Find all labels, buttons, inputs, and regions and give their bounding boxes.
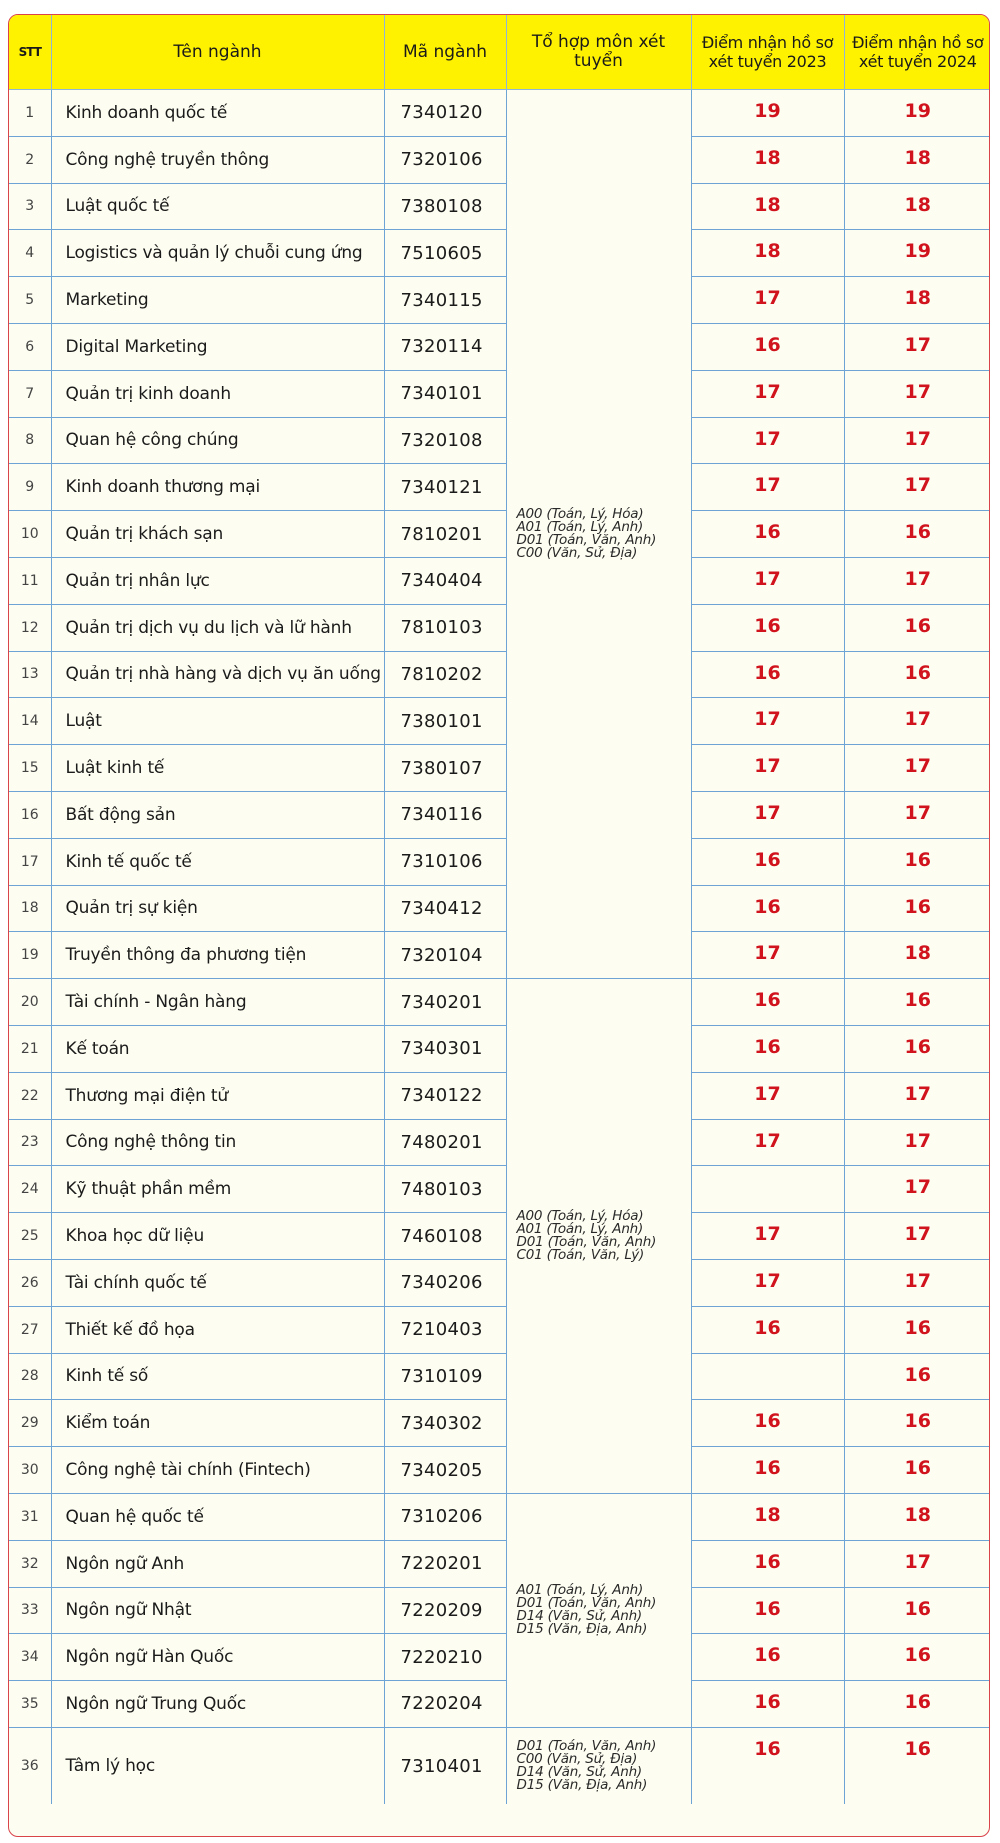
table-row: [9, 230, 990, 277]
row-major-code: 7340120: [384, 90, 506, 137]
score-2023: 17: [691, 698, 844, 745]
table-row: [9, 1306, 990, 1353]
header-stt: STT: [9, 15, 51, 90]
score-2023: 16: [691, 1540, 844, 1587]
score-2023: 17: [691, 370, 844, 417]
row-major-name: Công nghệ truyền thông: [51, 136, 384, 183]
row-stt: 35: [9, 1681, 51, 1728]
table-row: [9, 464, 990, 511]
subject-combination-line: D01 (Toán, Văn, Anh): [516, 1234, 657, 1251]
row-stt: 5: [9, 277, 51, 324]
table-row: [9, 1025, 990, 1072]
score-2024: 17: [844, 1540, 990, 1587]
row-stt: 9: [9, 464, 51, 511]
row-major-name: Ngôn ngữ Anh: [51, 1540, 384, 1587]
row-major-name: Quan hệ quốc tế: [51, 1493, 384, 1540]
table-row: [9, 183, 990, 230]
score-2023: 17: [691, 1213, 844, 1260]
row-major-code: 7340302: [384, 1400, 506, 1447]
row-stt: 15: [9, 745, 51, 792]
row-major-code: 7340122: [384, 1072, 506, 1119]
row-major-code: 7340412: [384, 885, 506, 932]
subject-combination-line: D01 (Toán, Văn, Anh): [516, 1595, 657, 1612]
row-major-code: 7340121: [384, 464, 506, 511]
subject-combination-line: C00 (Văn, Sử, Địa): [516, 545, 638, 562]
table-row: [9, 1587, 990, 1634]
score-2024: 16: [904, 1737, 931, 1760]
row-major-code: 7480201: [384, 1119, 506, 1166]
row-major-name: Ngôn ngữ Hàn Quốc: [51, 1634, 384, 1681]
score-2023: 16: [691, 1025, 844, 1072]
row-major-name: Công nghệ tài chính (Fintech): [51, 1447, 384, 1494]
subject-combination-line: C01 (Toán, Văn, Lý): [516, 1247, 645, 1264]
row-stt: 26: [9, 1259, 51, 1306]
row-major-code: 7340101: [384, 370, 506, 417]
score-2023: 16: [691, 651, 844, 698]
subject-combination-line: A01 (Toán, Lý, Anh): [516, 1221, 644, 1238]
row-major-code: 7210403: [384, 1306, 506, 1353]
score-2024: 18: [844, 277, 990, 324]
row-major-code: 7220210: [384, 1634, 506, 1681]
row-major-name: Digital Marketing: [51, 323, 384, 370]
score-2023: [691, 1353, 844, 1400]
score-2024: 18: [844, 136, 990, 183]
score-2024: 16: [844, 651, 990, 698]
subject-combination-line: A00 (Toán, Lý, Hóa): [516, 1208, 644, 1225]
row-major-name: Kỹ thuật phần mềm: [51, 1166, 384, 1213]
score-2023: 16: [691, 1306, 844, 1353]
row-major-name: Ngôn ngữ Trung Quốc: [51, 1681, 384, 1728]
score-2023: 18: [691, 1493, 844, 1540]
header-name: Tên ngành: [51, 15, 384, 90]
table-row: [9, 1681, 990, 1728]
row-major-name: Tâm lý học: [51, 1727, 384, 1804]
admission-score-table-frame: [8, 14, 990, 1837]
row-major-code: 7340201: [384, 979, 506, 1026]
header-score-2023: Điểm nhận hồ sơ xét tuyển 2023: [691, 15, 844, 90]
table-row: [9, 1119, 990, 1166]
score-2024: 16: [844, 1353, 990, 1400]
score-2024: 17: [844, 464, 990, 511]
row-major-code: 7380108: [384, 183, 506, 230]
table-row: [9, 651, 990, 698]
table-row: [9, 1447, 990, 1494]
table-row: [9, 136, 990, 183]
table-row: [9, 1072, 990, 1119]
subject-combination-cell: [506, 979, 691, 1494]
row-major-name: Quản trị nhân lực: [51, 557, 384, 604]
score-2023: 17: [691, 1259, 844, 1306]
row-major-code: 7340115: [384, 277, 506, 324]
row-stt: 14: [9, 698, 51, 745]
score-2024: 19: [844, 230, 990, 277]
score-2023: 16: [691, 1681, 844, 1728]
row-major-name: Luật kinh tế: [51, 745, 384, 792]
score-2023: 17: [691, 277, 844, 324]
score-2023: 16: [691, 1447, 844, 1494]
score-2023: 17: [691, 791, 844, 838]
score-2023: 19: [691, 90, 844, 137]
score-2024: 16: [844, 604, 990, 651]
row-major-name: Công nghệ thông tin: [51, 1119, 384, 1166]
row-major-name: Khoa học dữ liệu: [51, 1213, 384, 1260]
table-row: [9, 1259, 990, 1306]
score-2024: 17: [844, 370, 990, 417]
row-stt: 20: [9, 979, 51, 1026]
score-2024: 18: [844, 183, 990, 230]
score-2023: 16: [691, 604, 844, 651]
row-major-code: 7340301: [384, 1025, 506, 1072]
row-major-name: Kế toán: [51, 1025, 384, 1072]
score-2023: 16: [691, 323, 844, 370]
row-stt: 13: [9, 651, 51, 698]
row-major-code: 7310206: [384, 1493, 506, 1540]
row-stt: 19: [9, 932, 51, 979]
score-2023: 17: [691, 745, 844, 792]
subject-combination-cell: [506, 1493, 691, 1727]
row-major-name: Quản trị kinh doanh: [51, 370, 384, 417]
row-major-name: Luật: [51, 698, 384, 745]
subject-combination-cell: [506, 90, 691, 979]
score-2024: 18: [844, 932, 990, 979]
table-row: [9, 1166, 990, 1213]
row-major-name: Quản trị dịch vụ du lịch và lữ hành: [51, 604, 384, 651]
row-stt: 32: [9, 1540, 51, 1587]
row-stt: 28: [9, 1353, 51, 1400]
row-major-name: Ngôn ngữ Nhật: [51, 1587, 384, 1634]
row-stt: 22: [9, 1072, 51, 1119]
score-2024: 17: [844, 1213, 990, 1260]
row-stt: 7: [9, 370, 51, 417]
score-2024: 17: [844, 745, 990, 792]
row-major-name: Kiểm toán: [51, 1400, 384, 1447]
table-row: [9, 1493, 990, 1540]
score-2024: 16: [844, 1306, 990, 1353]
score-2023: 16: [691, 1400, 844, 1447]
row-stt: 11: [9, 557, 51, 604]
table-row: [9, 370, 990, 417]
subject-combination-cell: [506, 1727, 691, 1804]
row-stt: 10: [9, 511, 51, 558]
subject-combination-line: D01 (Toán, Văn, Anh): [516, 532, 657, 549]
score-2023: 16: [691, 511, 844, 558]
score-2023: 16: [691, 838, 844, 885]
score-2023: 17: [691, 932, 844, 979]
row-stt: 30: [9, 1447, 51, 1494]
table-row: [9, 745, 990, 792]
score-2023: 17: [691, 417, 844, 464]
row-stt: 25: [9, 1213, 51, 1260]
score-2023: 17: [691, 464, 844, 511]
table-row: [9, 932, 990, 979]
row-stt: 3: [9, 183, 51, 230]
subject-combination-line: D01 (Toán, Văn, Anh): [516, 1738, 657, 1755]
score-2024: 17: [844, 791, 990, 838]
table-row: [9, 1213, 990, 1260]
row-major-name: Logistics và quản lý chuỗi cung ứng: [51, 230, 384, 277]
header-code: Mã ngành: [384, 15, 506, 90]
score-2024: 16: [844, 1025, 990, 1072]
table-row: [9, 698, 990, 745]
subject-combination-line: A00 (Toán, Lý, Hóa): [516, 506, 644, 523]
row-stt: 24: [9, 1166, 51, 1213]
table-header-row: [9, 15, 990, 90]
table-row: [9, 417, 990, 464]
row-major-code: 7220201: [384, 1540, 506, 1587]
row-major-code: 7310401: [384, 1727, 506, 1804]
row-major-code: 7340206: [384, 1259, 506, 1306]
table-row: [9, 791, 990, 838]
header-score-2024: Điểm nhận hồ sơ xét tuyển 2024: [844, 15, 990, 90]
row-stt: 34: [9, 1634, 51, 1681]
score-2024: 17: [844, 323, 990, 370]
row-stt: 23: [9, 1119, 51, 1166]
score-2023: 16: [691, 979, 844, 1026]
row-stt: 21: [9, 1025, 51, 1072]
row-major-code: 7310106: [384, 838, 506, 885]
score-2024: 17: [844, 1119, 990, 1166]
row-major-name: Kinh doanh quốc tế: [51, 90, 384, 137]
row-stt: 29: [9, 1400, 51, 1447]
row-major-name: Tài chính quốc tế: [51, 1259, 384, 1306]
row-major-name: Tài chính - Ngân hàng: [51, 979, 384, 1026]
table-row: [9, 838, 990, 885]
table-row: [9, 323, 990, 370]
header-combo: Tổ hợp môn xét tuyển: [506, 15, 691, 90]
row-stt: 12: [9, 604, 51, 651]
score-2023: 16: [691, 1634, 844, 1681]
score-2023: 16: [691, 1587, 844, 1634]
score-2024: 16: [844, 511, 990, 558]
score-2024: 16: [844, 1447, 990, 1494]
row-stt: 16: [9, 791, 51, 838]
row-major-name: Marketing: [51, 277, 384, 324]
score-2023: 17: [691, 1072, 844, 1119]
score-2024: 17: [844, 1166, 990, 1213]
score-2024: 17: [844, 557, 990, 604]
table-row: [9, 1353, 990, 1400]
table-body: [9, 90, 990, 1805]
score-2023: 18: [691, 230, 844, 277]
row-major-name: Quản trị khách sạn: [51, 511, 384, 558]
score-2024: 17: [844, 417, 990, 464]
subject-combination-line: C00 (Văn, Sử, Địa): [516, 1751, 638, 1768]
row-major-code: 7340205: [384, 1447, 506, 1494]
row-stt: 4: [9, 230, 51, 277]
row-major-name: Thiết kế đồ họa: [51, 1306, 384, 1353]
row-major-code: 7380101: [384, 698, 506, 745]
row-major-name: Bất động sản: [51, 791, 384, 838]
table-row: [9, 885, 990, 932]
row-major-code: 7510605: [384, 230, 506, 277]
row-stt: 6: [9, 323, 51, 370]
table-row: [9, 557, 990, 604]
subject-combination-line: A01 (Toán, Lý, Anh): [516, 519, 644, 536]
row-major-code: 7810202: [384, 651, 506, 698]
score-2024: 16: [844, 838, 990, 885]
table-row: [9, 90, 990, 137]
score-2024: 16: [844, 885, 990, 932]
row-major-name: Kinh doanh thương mại: [51, 464, 384, 511]
row-major-code: 7380107: [384, 745, 506, 792]
score-2024: 16: [844, 1400, 990, 1447]
table-row: [9, 511, 990, 558]
row-stt: 18: [9, 885, 51, 932]
row-major-name: Truyền thông đa phương tiện: [51, 932, 384, 979]
row-major-code: 7220204: [384, 1681, 506, 1728]
table-row: [9, 277, 990, 324]
row-stt: 33: [9, 1587, 51, 1634]
subject-combination-line: D14 (Văn, Sử, Anh): [516, 1608, 643, 1625]
row-major-name: Thương mại điện tử: [51, 1072, 384, 1119]
score-2023: [691, 1166, 844, 1213]
row-major-code: 7460108: [384, 1213, 506, 1260]
row-major-code: 7320106: [384, 136, 506, 183]
row-major-code: 7810201: [384, 511, 506, 558]
row-major-code: 7220209: [384, 1587, 506, 1634]
score-2024: 17: [844, 1259, 990, 1306]
score-2023: 17: [691, 557, 844, 604]
score-2023: 18: [691, 136, 844, 183]
score-2024: 17: [844, 1072, 990, 1119]
row-major-code: 7340404: [384, 557, 506, 604]
row-major-name: Kinh tế quốc tế: [51, 838, 384, 885]
row-major-code: 7320108: [384, 417, 506, 464]
subject-combination-line: D14 (Văn, Sử, Anh): [516, 1764, 643, 1781]
row-stt: 27: [9, 1306, 51, 1353]
row-stt: 1: [9, 90, 51, 137]
row-stt: 2: [9, 136, 51, 183]
table-row: [9, 1540, 990, 1587]
score-2023: 16: [691, 885, 844, 932]
row-major-name: Quản trị nhà hàng và dịch vụ ăn uống: [51, 651, 384, 698]
score-2024: 16: [844, 979, 990, 1026]
table-row: [9, 979, 990, 1026]
row-major-code: 7310109: [384, 1353, 506, 1400]
row-stt: 8: [9, 417, 51, 464]
subject-combination-line: D15 (Văn, Địa, Anh): [516, 1621, 648, 1638]
row-major-name: Quản trị sự kiện: [51, 885, 384, 932]
row-major-code: 7340116: [384, 791, 506, 838]
subject-combination-line: D15 (Văn, Địa, Anh): [516, 1777, 648, 1794]
score-2023: 16: [691, 1727, 844, 1804]
score-2024: 19: [844, 90, 990, 137]
row-major-name: Kinh tế số: [51, 1353, 384, 1400]
row-major-code: 7320104: [384, 932, 506, 979]
admission-score-table: [9, 15, 990, 1804]
score-2024: 18: [844, 1493, 990, 1540]
score-2024: 16: [844, 1587, 990, 1634]
subject-combination-line: A01 (Toán, Lý, Anh): [516, 1582, 644, 1599]
row-stt: 36: [9, 1727, 51, 1804]
score-2024: 16: [844, 1634, 990, 1681]
table-row: [9, 604, 990, 651]
row-major-name: Luật quốc tế: [51, 183, 384, 230]
table-row: [9, 1727, 990, 1804]
row-stt: 31: [9, 1493, 51, 1540]
row-stt: 17: [9, 838, 51, 885]
row-major-code: 7480103: [384, 1166, 506, 1213]
score-2023: 18: [691, 183, 844, 230]
table-row: [9, 1400, 990, 1447]
row-major-code: 7810103: [384, 604, 506, 651]
score-2024: 16: [844, 1681, 990, 1728]
row-major-name: Quan hệ công chúng: [51, 417, 384, 464]
score-2024: 17: [844, 698, 990, 745]
row-major-code: 7320114: [384, 323, 506, 370]
table-row: [9, 1634, 990, 1681]
score-2023: 17: [691, 1119, 844, 1166]
